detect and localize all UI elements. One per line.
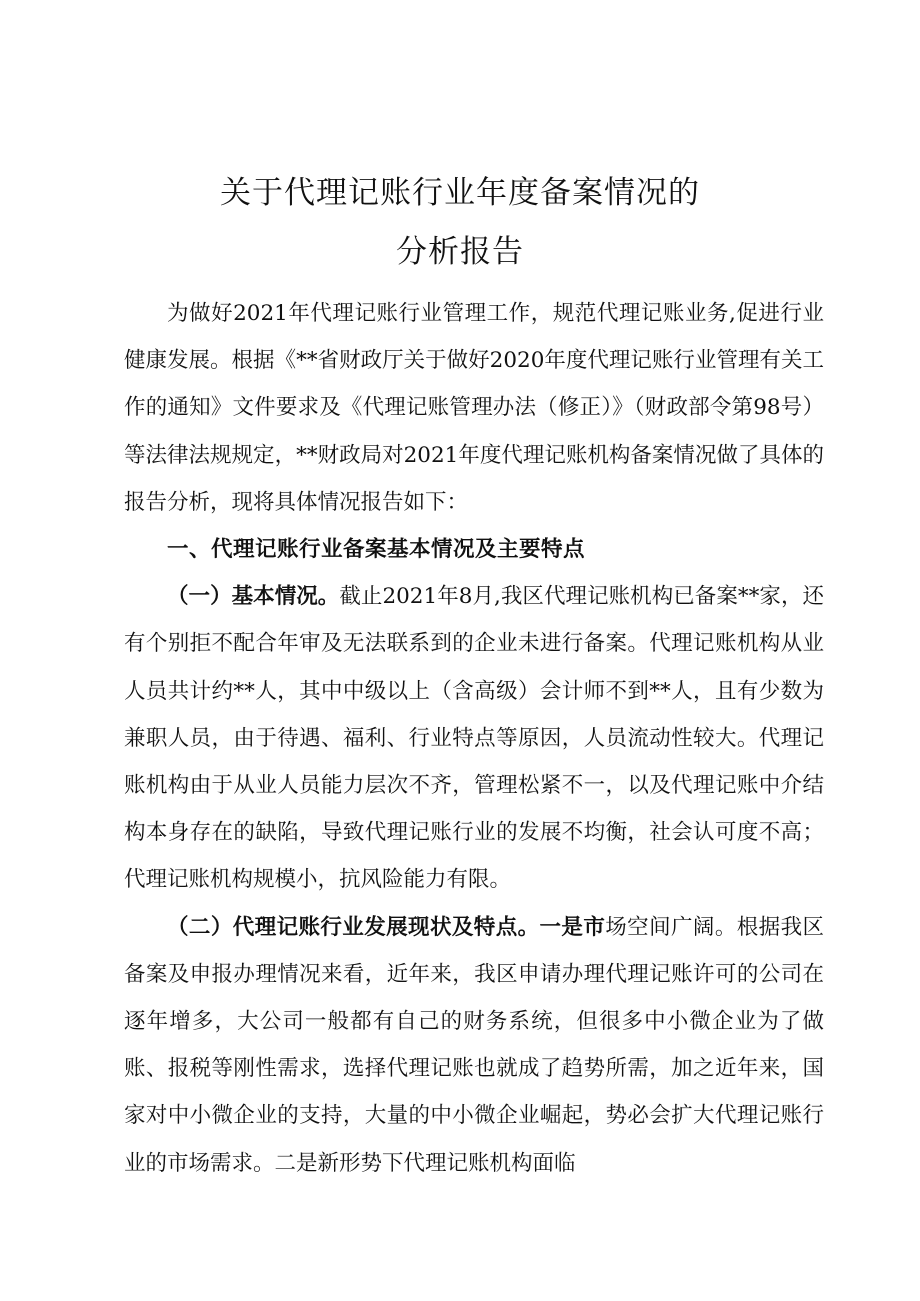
intro-paragraph: 为做好2021年代理记账行业管理工作，规范代理记账业务,促进行业健康发展。根据《**省财政厅关于做好2020年度代理记账行业管理有关工作的通知》文件要求及《代理记账管理办法（修正）》（财政部令第98号）等法律法规规定，**财政局对2021年度代理记账机构备案情况做了具体的报告分析，现将具体情况报告如下：	[124, 301, 824, 515]
subsection-paragraph-1	[124, 573, 824, 903]
subsection-paragraph-2	[124, 904, 824, 1187]
report-title-line-1: 关于代理记账行业年度备案情况的	[220, 175, 700, 211]
subsection-label-2: （二）代理记账行业发展现状及特点。一是市	[167, 914, 606, 940]
report-body	[124, 290, 824, 1187]
subsection-text-1: 截止2021年8月,我区代理记账机构已备案**家，还有个别拒不配合年审及无法联系到的企业未进行备案。代理记账机构从业人员共计约**人，其中中级以上（含高级）会计师不到**人，且有少数为兼职人员，由于待遇、福利、行业特点等原因，人员流动性较大。代理记账机构由于从业人员能力层次不齐，管理松紧不一，以及代理记账中介结构本身存在的缺陷，导致代理记账行业的发展不均衡，社会认可度不高；代理记账机构规模小，抗风险能力有限。	[124, 584, 824, 893]
subsection-text-2: 场空间广阔。根据我区备案及申报办理情况来看，近年来，我区申请办理代理记账许可的公司在逐年增多，大公司一般都有自己的财务系统，但很多中小微企业为了做账、报税等刚性需求，选择代理记账也就成了趋势所需，加之近年来，国家对中小微企业的支持，大量的中小微企业崛起，势必会扩大代理记账行业的市场需求。二是新形势下代理记账机构面临	[124, 914, 824, 1176]
report-title-line-2: 分析报告	[396, 234, 524, 270]
subsection-label-1: （一）基本情况。	[167, 584, 340, 610]
section-heading-1: 一、代理记账行业备案基本情况及主要特点	[167, 537, 586, 563]
